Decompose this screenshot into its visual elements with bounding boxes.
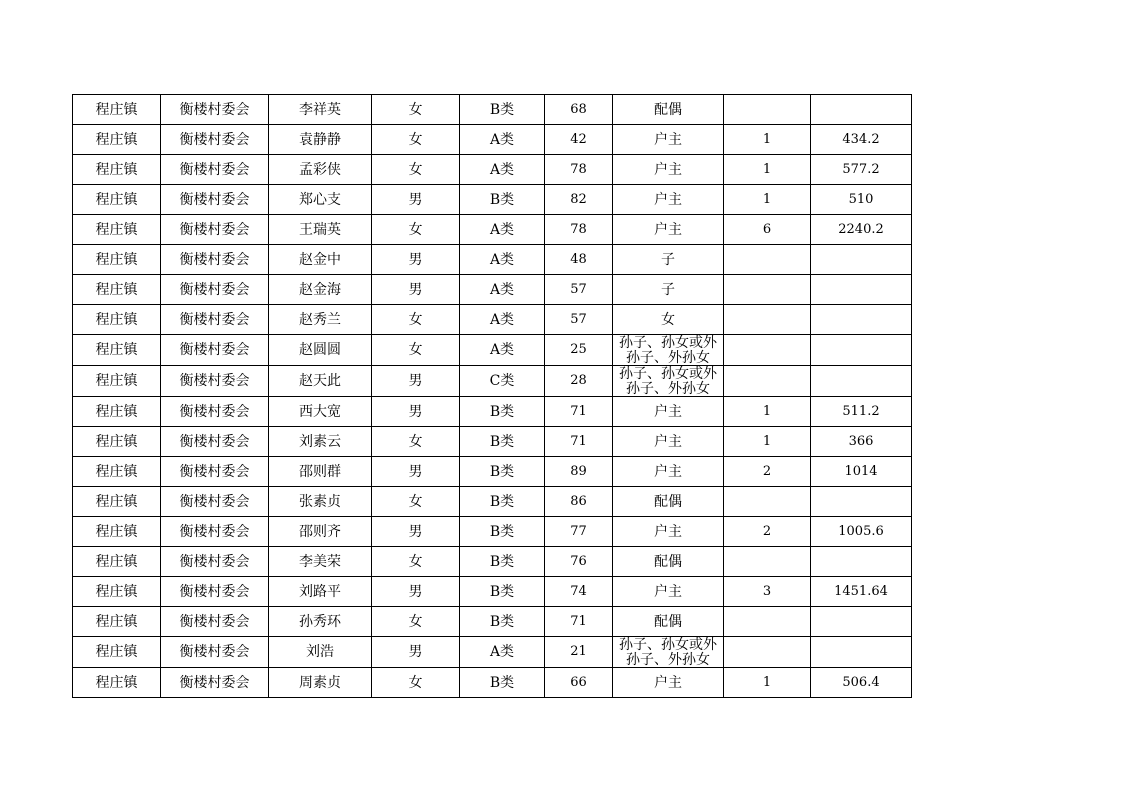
town-cell: 程庄镇 [73,95,161,125]
village-cell: 衡楼村委会 [161,427,269,457]
table-row [73,185,912,215]
relation-text: 孙子、孙女或外孙子、外孙女 [619,335,717,365]
table-row [73,487,912,517]
gender-cell: 女 [372,125,460,155]
age-cell: 42 [545,125,613,155]
table-row [73,245,912,275]
table-row [73,427,912,457]
count-cell [724,637,811,668]
count-cell: 1 [724,125,811,155]
table-row [73,547,912,577]
age-cell: 77 [545,517,613,547]
name-cell: 赵圆圆 [269,335,372,366]
relation-cell: 户主 [613,668,724,698]
village-cell: 衡楼村委会 [161,185,269,215]
amount-cell [811,245,912,275]
count-cell: 3 [724,577,811,607]
category-cell: B类 [460,577,545,607]
amount-cell [811,487,912,517]
gender-cell: 女 [372,335,460,366]
count-cell: 1 [724,427,811,457]
village-cell: 衡楼村委会 [161,335,269,366]
table-row [73,577,912,607]
village-cell: 衡楼村委会 [161,668,269,698]
name-cell: 邵则齐 [269,517,372,547]
relation-cell: 户主 [613,215,724,245]
amount-cell [811,305,912,335]
gender-cell: 女 [372,487,460,517]
count-cell [724,547,811,577]
name-cell: 张素贞 [269,487,372,517]
amount-cell [811,95,912,125]
relation-text: 孙子、孙女或外孙子、外孙女 [619,637,717,667]
relation-cell: 子 [613,275,724,305]
category-cell: B类 [460,668,545,698]
relation-cell: 配偶 [613,95,724,125]
count-cell [724,607,811,637]
gender-cell: 男 [372,517,460,547]
gender-cell: 女 [372,305,460,335]
age-cell: 57 [545,275,613,305]
relation-cell: 户主 [613,457,724,487]
age-cell: 71 [545,427,613,457]
gender-cell: 女 [372,607,460,637]
town-cell: 程庄镇 [73,457,161,487]
town-cell: 程庄镇 [73,215,161,245]
name-cell: 孙秀环 [269,607,372,637]
amount-cell [811,335,912,366]
gender-cell: 男 [372,366,460,397]
category-cell: B类 [460,517,545,547]
table-row [73,275,912,305]
count-cell: 2 [724,517,811,547]
village-cell: 衡楼村委会 [161,577,269,607]
category-cell: B类 [460,397,545,427]
name-cell: 西大宽 [269,397,372,427]
name-cell: 刘路平 [269,577,372,607]
village-cell: 衡楼村委会 [161,275,269,305]
category-cell: A类 [460,155,545,185]
category-cell: A类 [460,275,545,305]
count-cell: 6 [724,215,811,245]
name-cell: 孟彩侠 [269,155,372,185]
village-cell: 衡楼村委会 [161,637,269,668]
category-cell: A类 [460,125,545,155]
table-row [73,517,912,547]
age-cell: 21 [545,637,613,668]
village-cell: 衡楼村委会 [161,366,269,397]
relation-cell [613,366,724,397]
town-cell: 程庄镇 [73,637,161,668]
name-cell: 王瑞英 [269,215,372,245]
age-cell: 71 [545,607,613,637]
age-cell: 78 [545,155,613,185]
name-cell: 邵则群 [269,457,372,487]
relation-cell: 户主 [613,125,724,155]
age-cell: 74 [545,577,613,607]
category-cell: A类 [460,637,545,668]
village-cell: 衡楼村委会 [161,607,269,637]
town-cell: 程庄镇 [73,547,161,577]
relation-cell: 户主 [613,155,724,185]
town-cell: 程庄镇 [73,366,161,397]
category-cell: B类 [460,185,545,215]
village-cell: 衡楼村委会 [161,517,269,547]
amount-cell: 1451.64 [811,577,912,607]
relation-cell [613,637,724,668]
gender-cell: 女 [372,95,460,125]
category-cell: A类 [460,245,545,275]
amount-cell [811,607,912,637]
amount-cell: 434.2 [811,125,912,155]
count-cell [724,275,811,305]
gender-cell: 男 [372,637,460,668]
name-cell: 赵金中 [269,245,372,275]
gender-cell: 男 [372,275,460,305]
amount-cell: 1014 [811,457,912,487]
village-cell: 衡楼村委会 [161,215,269,245]
relation-cell [613,335,724,366]
category-cell: C类 [460,366,545,397]
category-cell: A类 [460,305,545,335]
age-cell: 76 [545,547,613,577]
name-cell: 李美荣 [269,547,372,577]
town-cell: 程庄镇 [73,245,161,275]
data-table [72,94,912,698]
table-row [73,215,912,245]
town-cell: 程庄镇 [73,275,161,305]
gender-cell: 男 [372,457,460,487]
town-cell: 程庄镇 [73,487,161,517]
amount-cell: 511.2 [811,397,912,427]
amount-cell [811,637,912,668]
relation-cell: 户主 [613,185,724,215]
relation-cell: 户主 [613,577,724,607]
relation-cell: 配偶 [613,487,724,517]
category-cell: B类 [460,607,545,637]
category-cell: B类 [460,95,545,125]
age-cell: 78 [545,215,613,245]
age-cell: 82 [545,185,613,215]
table-row [73,335,912,366]
town-cell: 程庄镇 [73,155,161,185]
town-cell: 程庄镇 [73,335,161,366]
village-cell: 衡楼村委会 [161,547,269,577]
amount-cell: 2240.2 [811,215,912,245]
count-cell [724,366,811,397]
count-cell: 2 [724,457,811,487]
table-row [73,305,912,335]
table-row [73,637,912,668]
age-cell: 57 [545,305,613,335]
age-cell: 71 [545,397,613,427]
relation-cell: 户主 [613,427,724,457]
gender-cell: 女 [372,668,460,698]
amount-cell: 366 [811,427,912,457]
village-cell: 衡楼村委会 [161,95,269,125]
relation-cell: 女 [613,305,724,335]
category-cell: A类 [460,335,545,366]
name-cell: 郑心支 [269,185,372,215]
village-cell: 衡楼村委会 [161,457,269,487]
village-cell: 衡楼村委会 [161,125,269,155]
age-cell: 28 [545,366,613,397]
count-cell [724,487,811,517]
count-cell: 1 [724,397,811,427]
name-cell: 李祥英 [269,95,372,125]
gender-cell: 男 [372,185,460,215]
village-cell: 衡楼村委会 [161,305,269,335]
town-cell: 程庄镇 [73,517,161,547]
table-row [73,457,912,487]
name-cell: 刘素云 [269,427,372,457]
age-cell: 68 [545,95,613,125]
town-cell: 程庄镇 [73,607,161,637]
category-cell: B类 [460,427,545,457]
gender-cell: 男 [372,245,460,275]
amount-cell: 506.4 [811,668,912,698]
relation-cell: 配偶 [613,547,724,577]
table-row [73,668,912,698]
table-body [73,95,912,698]
amount-cell [811,275,912,305]
count-cell [724,305,811,335]
category-cell: B类 [460,547,545,577]
town-cell: 程庄镇 [73,125,161,155]
table-row [73,607,912,637]
name-cell: 赵金海 [269,275,372,305]
table-row [73,95,912,125]
relation-text: 孙子、孙女或外孙子、外孙女 [619,366,717,396]
category-cell: A类 [460,215,545,245]
amount-cell [811,366,912,397]
town-cell: 程庄镇 [73,427,161,457]
age-cell: 86 [545,487,613,517]
town-cell: 程庄镇 [73,668,161,698]
relation-cell: 户主 [613,517,724,547]
relation-cell: 户主 [613,397,724,427]
count-cell [724,245,811,275]
town-cell: 程庄镇 [73,305,161,335]
amount-cell: 1005.6 [811,517,912,547]
count-cell [724,335,811,366]
amount-cell [811,547,912,577]
table-row [73,125,912,155]
name-cell: 袁静静 [269,125,372,155]
gender-cell: 男 [372,577,460,607]
name-cell: 刘浩 [269,637,372,668]
name-cell: 周素贞 [269,668,372,698]
amount-cell: 510 [811,185,912,215]
age-cell: 48 [545,245,613,275]
town-cell: 程庄镇 [73,185,161,215]
relation-cell: 子 [613,245,724,275]
gender-cell: 女 [372,547,460,577]
count-cell: 1 [724,668,811,698]
age-cell: 66 [545,668,613,698]
count-cell: 1 [724,185,811,215]
gender-cell: 女 [372,155,460,185]
town-cell: 程庄镇 [73,577,161,607]
amount-cell: 577.2 [811,155,912,185]
name-cell: 赵天此 [269,366,372,397]
gender-cell: 女 [372,215,460,245]
category-cell: B类 [460,487,545,517]
relation-cell: 配偶 [613,607,724,637]
age-cell: 89 [545,457,613,487]
gender-cell: 男 [372,397,460,427]
table-row [73,397,912,427]
age-cell: 25 [545,335,613,366]
village-cell: 衡楼村委会 [161,487,269,517]
category-cell: B类 [460,457,545,487]
count-cell: 1 [724,155,811,185]
count-cell [724,95,811,125]
name-cell: 赵秀兰 [269,305,372,335]
gender-cell: 女 [372,427,460,457]
table-row [73,155,912,185]
village-cell: 衡楼村委会 [161,155,269,185]
table-row [73,366,912,397]
village-cell: 衡楼村委会 [161,245,269,275]
town-cell: 程庄镇 [73,397,161,427]
village-cell: 衡楼村委会 [161,397,269,427]
